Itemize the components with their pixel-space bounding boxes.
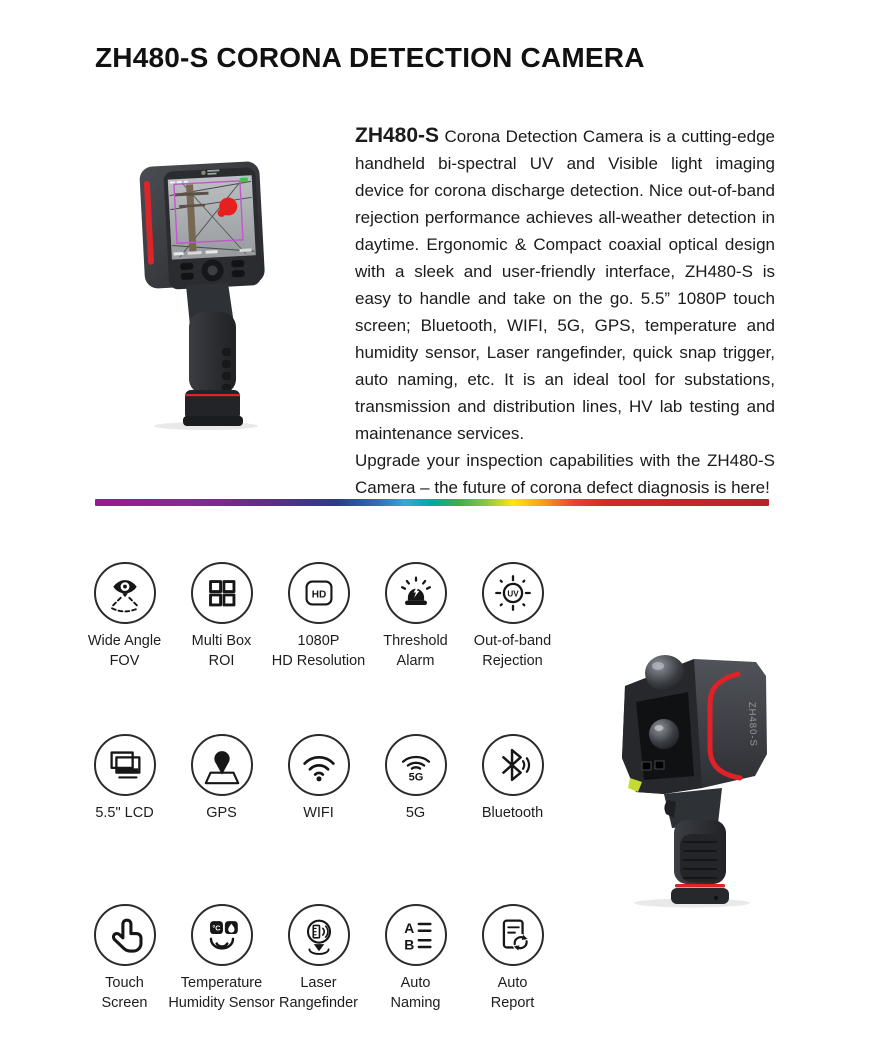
device-side-label: ZH480-S <box>746 701 759 748</box>
auto-report-icon <box>482 904 544 966</box>
uv-lens <box>645 655 685 691</box>
feature-threshold-alarm: Threshold Alarm <box>367 562 464 734</box>
feature-auto-report: Auto Report <box>464 904 561 1013</box>
5g-icon <box>385 734 447 796</box>
svg-text:5G: 5G <box>408 771 423 784</box>
feature-5g: 5G 5G <box>367 734 464 904</box>
feature-touch-screen: Touch Screen <box>76 904 173 1013</box>
intro-tagline: Upgrade your inspection capabilities with the ZH480-S Camera – the future of corona defect diagnosis is here! <box>355 451 775 497</box>
laser-rangefinder-icon <box>288 904 350 966</box>
hd-resolution-icon <box>288 562 350 624</box>
feature-wide-angle-fov: Wide Angle FOV <box>76 562 173 734</box>
features-grid <box>76 562 561 1013</box>
feature-wifi: WIFI <box>270 734 367 904</box>
intro-paragraph <box>355 122 775 501</box>
svg-text:UV: UV <box>506 589 519 599</box>
sensor-window <box>655 761 664 769</box>
product-photo-front <box>576 646 798 908</box>
wifi-icon <box>288 734 350 796</box>
svg-text:B: B <box>403 936 414 953</box>
visible-lens <box>649 719 679 749</box>
page-title: ZH480-S CORONA DETECTION CAMERA <box>95 42 645 73</box>
touch-screen-icon <box>94 904 156 966</box>
feature-gps: GPS <box>173 734 270 904</box>
svg-text:°C: °C <box>211 924 220 933</box>
feature-multi-box-roi: Multi Box ROI <box>173 562 270 734</box>
threshold-alarm-icon <box>385 562 447 624</box>
laser-window <box>642 762 651 770</box>
temp-humidity-icon <box>191 904 253 966</box>
product-photo-rear <box>126 152 276 432</box>
gps-icon <box>191 734 253 796</box>
feature-laser-rangefinder: Laser Rangefinder <box>270 904 367 1013</box>
trigger <box>664 800 676 818</box>
feature-out-of-band: UV Out-of-band Rejection <box>464 562 561 734</box>
battery-indicator <box>240 177 248 182</box>
svg-text:HD: HD <box>311 589 326 601</box>
wide-angle-fov-icon <box>94 562 156 624</box>
rainbow-divider <box>95 499 769 506</box>
lcd-icon <box>94 734 156 796</box>
feature-bluetooth: Bluetooth <box>464 734 561 904</box>
auto-naming-icon <box>385 904 447 966</box>
svg-text:A: A <box>403 920 414 937</box>
multi-box-roi-icon <box>191 562 253 624</box>
intro-lead: ZH480-S <box>355 124 440 147</box>
feature-lcd: 5.5" LCD <box>76 734 173 904</box>
intro-body: Corona Detection Camera is a cutting-edge handheld bi-spectral UV and Visible light imaging device for corona discharge detection. Nice out-of-band rejection performance achieves all-weather detection in daytime. Ergonomic & Compact coaxial optical design with a sleek and user-friendly interface, ZH480-S is easy to handle and take on the go. 5.5” 1080P touch screen; Bluetooth, WIFI, 5G, GPS, temperature and humidity sensor, Laser rangefinder, quick snap trigger, auto naming, etc. It is an ideal tool for substations, transmission and distribution lines, HV lab testing and maintenance services. <box>355 127 775 443</box>
bluetooth-icon <box>482 734 544 796</box>
device-screen <box>168 175 256 259</box>
out-of-band-icon <box>482 562 544 624</box>
feature-hd-resolution: HD 1080P HD Resolution <box>270 562 367 734</box>
feature-auto-naming: A B Auto Naming <box>367 904 464 1013</box>
feature-temp-humidity: °C Temperature Humidity Sensor <box>173 904 270 1013</box>
